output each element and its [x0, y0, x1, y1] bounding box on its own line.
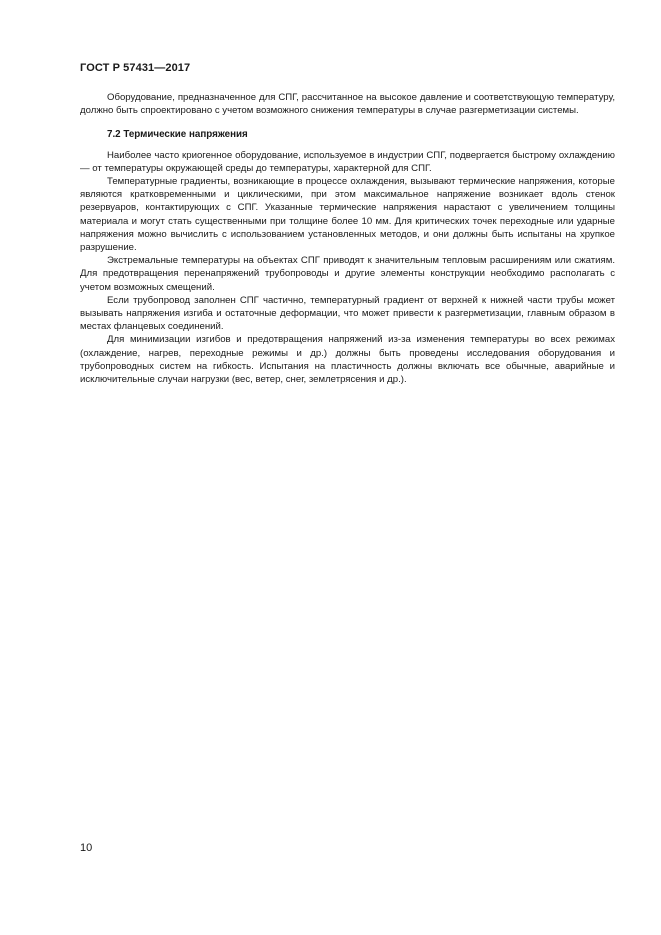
page-number: 10 [80, 842, 93, 854]
page-body [80, 91, 615, 386]
paragraph-flexibility-analysis: Для минимизации изгибов и предотвращения напряжений из-за изменения температуры во всех режимах (охлаждение, нагрев, переходные режимы и др.) должны быть проведены исследования оборудования и трубопроводных систем на гибкость. Испытания на пластичность должны включать все обычные, аварийные и исключительные случаи нагрузки (вес, ветер, снег, землетрясения и др.). [80, 334, 615, 386]
paragraph-extreme-temperatures: Экстремальные температуры на объектах СПГ приводят к значительным тепловым расширениям или сжатиям. Для предотвращения перенапряжений трубопроводы и другие элементы конструкции необходимо располагать с учетом возможных смещений. [80, 255, 615, 293]
paragraph-rapid-cooling: Наиболее часто криогенное оборудование, используемое в индустрии СПГ, подвергается быстрому охлаждению — от температуры окружающей среды до температуры, характерной для СПГ. [80, 149, 615, 174]
paragraph-temperature-gradients: Температурные градиенты, возникающие в процессе охлаждения, вызывают термические напряжения, которые являются кратковременными и циклическими, при этом максимальное напряжение возникает вдоль стенок резервуаров, контактирующих с СПГ. Указанные термические напряжения нарастают с увеличением толщины материала и могут стать существенными при толщине более 10 мм. Для критических точек переходные или ударные напряжения можно вычислить с использованием установленных методов, и они должны быть испытаны на хрупкое разрушение. [80, 176, 615, 254]
paragraph-partial-fill: Если трубопровод заполнен СПГ частично, температурный градиент от верхней к нижней части трубы может вызывать напряжения изгиба и остаточные деформации, что может привести к разгерметизации, главным образом в местах фланцевых соединений. [80, 294, 615, 333]
document-header: ГОСТ Р 57431—2017 [80, 62, 191, 74]
section-heading: 7.2 Термические напряжения [107, 129, 248, 141]
intro-paragraph: Оборудование, предназначенное для СПГ, рассчитанное на высокое давление и соответствующую температуру, должно быть спроектировано с учетом возможного снижения температуры в случае разгерметизации системы. [80, 92, 615, 117]
